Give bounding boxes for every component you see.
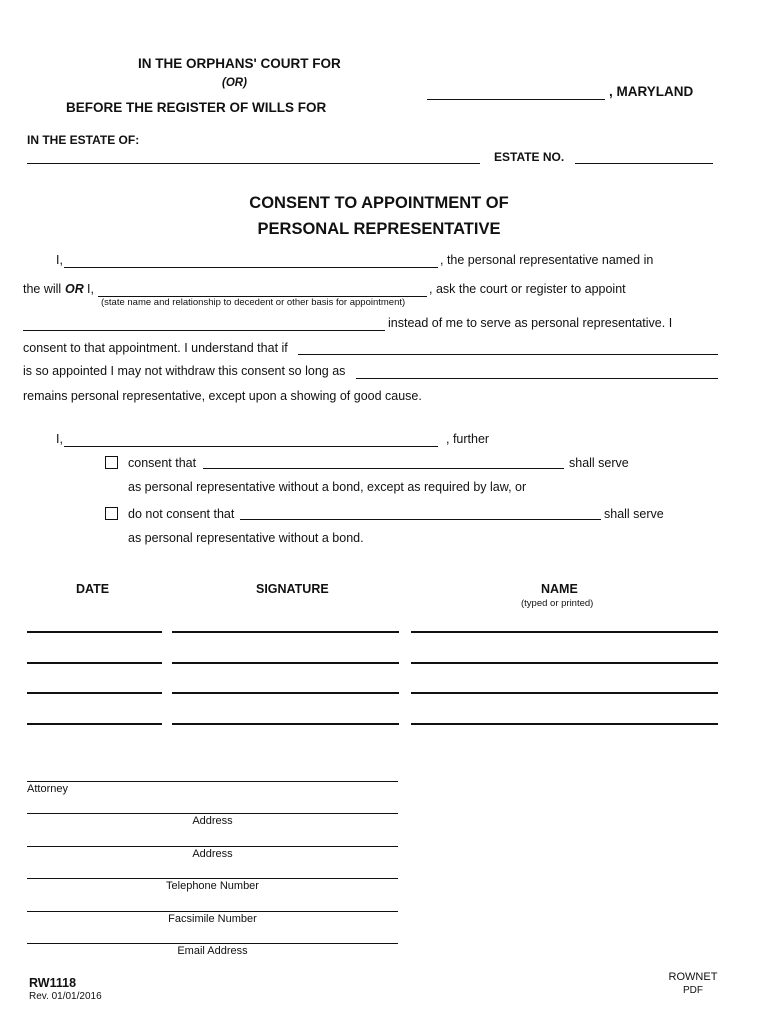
title-line-1: CONSENT TO APPOINTMENT OF — [249, 194, 509, 212]
estate-no-label: ESTATE NO. — [494, 150, 565, 164]
i-second: I, — [87, 282, 94, 296]
date-header: DATE — [76, 582, 110, 596]
attorney-label: Attorney — [27, 783, 68, 795]
do-not-consent-name-field[interactable] — [240, 519, 601, 520]
appointee-field-2[interactable] — [298, 354, 718, 355]
form-number: RW1118 — [29, 976, 77, 990]
bond-name-field[interactable] — [64, 446, 438, 447]
shall-serve-1: shall serve — [569, 456, 629, 470]
name-field[interactable] — [411, 723, 718, 725]
name-field[interactable] — [411, 631, 718, 633]
appointee-field-3[interactable] — [356, 378, 718, 379]
title-line-2: PERSONAL REPRESENTATIVE — [257, 220, 501, 238]
basis-hint: (state name and relationship to decedent or other basis for appointment) — [101, 297, 406, 308]
ask-court-text: , ask the court or register to appoint — [429, 282, 626, 296]
facsimile-field[interactable] — [27, 911, 398, 912]
bond-i-prefix: I, — [56, 432, 63, 446]
signature-field[interactable] — [172, 631, 399, 633]
email-field[interactable] — [27, 943, 398, 944]
do-not-consent-text: do not consent that — [128, 507, 235, 521]
appointee-name-field[interactable] — [23, 330, 385, 331]
address-label-2: Address — [192, 848, 233, 860]
address-field-1[interactable] — [27, 813, 398, 814]
pr-name-field[interactable] — [64, 267, 438, 268]
attorney-field[interactable] — [27, 781, 398, 782]
signature-field[interactable] — [172, 662, 399, 664]
the-will-text: the will — [23, 282, 62, 296]
telephone-field[interactable] — [27, 878, 398, 879]
as-pr-nobond-text: as personal representative without a bond. — [128, 531, 364, 545]
name-field[interactable] — [411, 662, 718, 664]
estate-name-field[interactable] — [27, 163, 480, 164]
facsimile-label: Facsimile Number — [168, 913, 257, 925]
rownet-label: ROWNET — [668, 971, 718, 983]
consent-checkbox[interactable] — [105, 456, 118, 469]
signature-field[interactable] — [172, 692, 399, 694]
date-field[interactable] — [27, 662, 162, 664]
name-header: NAME — [541, 582, 578, 596]
do-not-consent-checkbox[interactable] — [105, 507, 118, 520]
further-text: , further — [446, 432, 490, 446]
named-in-text: , the personal representative named in — [440, 253, 654, 267]
so-appointed-text: is so appointed I may not withdraw this consent so long as — [23, 364, 346, 378]
maryland-label: , MARYLAND — [609, 84, 694, 99]
date-field[interactable] — [27, 692, 162, 694]
pdf-label: PDF — [683, 985, 703, 996]
email-label: Email Address — [177, 945, 248, 957]
shall-serve-2: shall serve — [604, 507, 664, 521]
consent-to-text: consent to that appointment. I understand that if — [23, 341, 288, 355]
signature-header: SIGNATURE — [256, 582, 329, 596]
address-field-2[interactable] — [27, 846, 398, 847]
consent-that-text: consent that — [128, 456, 197, 470]
date-field[interactable] — [27, 723, 162, 725]
court-line-1: IN THE ORPHANS' COURT FOR — [138, 56, 341, 71]
estate-of-label: IN THE ESTATE OF: — [27, 133, 140, 147]
name-field[interactable] — [411, 692, 718, 694]
estate-no-field[interactable] — [575, 163, 713, 164]
i-prefix: I, — [56, 253, 63, 267]
telephone-label: Telephone Number — [166, 880, 259, 892]
or-word: OR — [65, 282, 84, 296]
court-line-2: BEFORE THE REGISTER OF WILLS FOR — [66, 100, 327, 115]
address-label-1: Address — [192, 815, 233, 827]
or-line: (OR) — [222, 77, 247, 89]
signature-field[interactable] — [172, 723, 399, 725]
county-field[interactable] — [427, 99, 605, 100]
remains-text: remains personal representative, except upon a showing of good cause. — [23, 389, 422, 403]
name-sub: (typed or printed) — [521, 598, 594, 609]
revision-date: Rev. 01/01/2016 — [29, 991, 102, 1002]
consent-name-field[interactable] — [203, 468, 564, 469]
as-pr-law-text: as personal representative without a bond, except as required by law, or — [128, 480, 527, 494]
date-field[interactable] — [27, 631, 162, 633]
instead-of-text: instead of me to serve as personal representative. I — [388, 316, 673, 330]
